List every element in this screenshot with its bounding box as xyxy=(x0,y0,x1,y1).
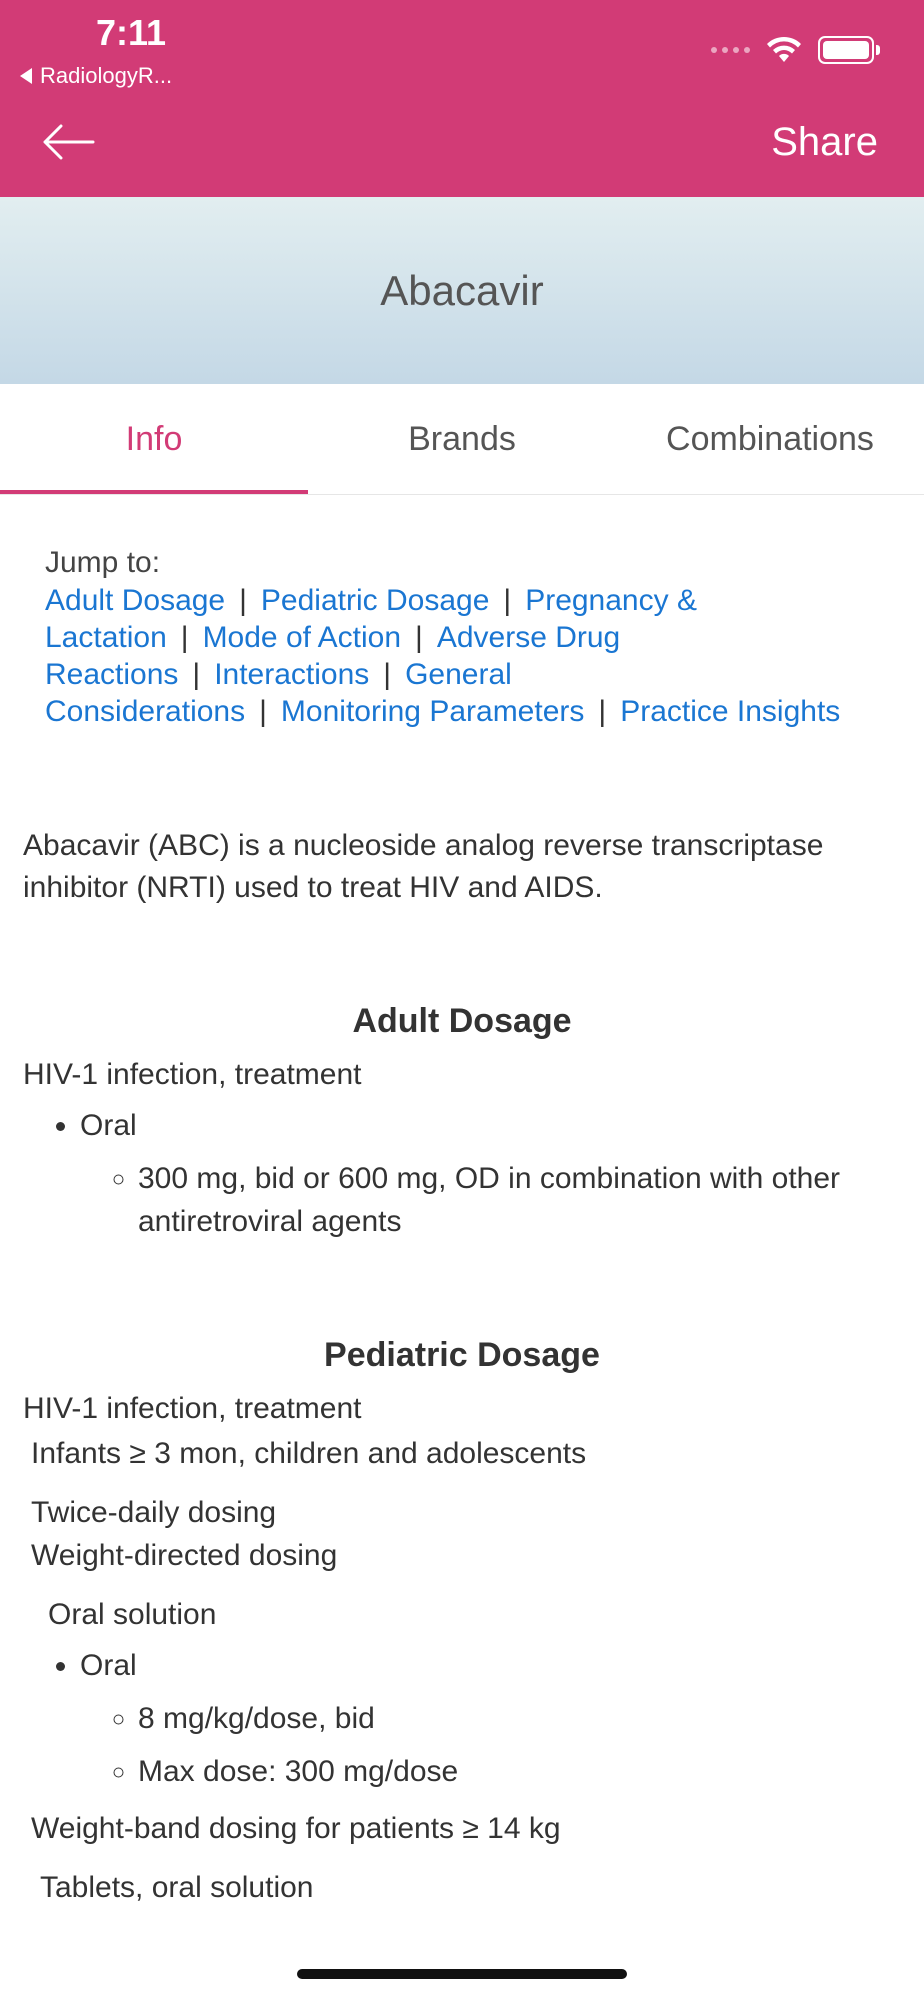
tab-brands[interactable]: Brands xyxy=(408,419,516,458)
pediatric-population: Infants ≥ 3 mon, children and adolescents xyxy=(31,1437,587,1470)
status-time: 7:11 xyxy=(96,12,167,53)
back-app-label: RadiologyR... xyxy=(40,63,173,88)
back-arrow-button[interactable] xyxy=(40,122,96,162)
pediatric-dosage-heading: Pediatric Dosage xyxy=(324,1336,600,1374)
list-item xyxy=(80,1104,924,1243)
tab-combinations[interactable]: Combinations xyxy=(666,419,874,458)
pediatric-weight-directed: Weight-directed dosing xyxy=(31,1539,338,1572)
pediatric-twice-daily: Twice-daily dosing xyxy=(31,1496,277,1529)
app-header xyxy=(0,0,924,197)
pediatric-dose-1: ◦ 8 mg/kg/dose, bid xyxy=(138,1697,924,1740)
drug-title-banner xyxy=(0,197,924,384)
jump-link-adult-dosage[interactable]: Adult Dosage xyxy=(45,584,226,617)
pediatric-dose-2: ◦ Max dose: 300 mg/dose xyxy=(138,1750,924,1793)
jump-link-mode-of-action[interactable]: Mode of Action xyxy=(202,621,402,654)
pediatric-indication: HIV-1 infection, treatment xyxy=(23,1392,362,1425)
drug-title: Abacavir xyxy=(380,266,544,314)
battery-icon xyxy=(818,36,874,64)
jump-link-practice-insights[interactable]: Practice Insights xyxy=(620,695,841,728)
back-to-app-link[interactable] xyxy=(20,63,172,89)
jump-link-pediatric-dosage[interactable]: Pediatric Dosage xyxy=(260,584,490,617)
jump-link-pregnancy-lactation[interactable]: Pregnancy & Lactation xyxy=(45,584,697,654)
pediatric-forms: Tablets, oral solution xyxy=(40,1871,314,1904)
tab-info[interactable]: Info xyxy=(0,384,308,494)
jump-to-label: Jump to: xyxy=(45,546,161,579)
jump-links: Adult Dosage | Pediatric Dosage | Pregnancy & Lactation | Mode of Action | Adverse Drug Reactions | Interactions | General Considerations | Monitoring Parameters | Practice Insights xyxy=(45,584,841,728)
jump-link-adverse-reactions[interactable]: Adverse Drug Reactions xyxy=(45,621,621,691)
pediatric-route: Oral xyxy=(80,1649,137,1682)
drug-intro: Abacavir (ABC) is a nucleoside analog reverse transcriptase inhibitor (NRTI) used to treat HIV and AIDS. xyxy=(23,829,824,904)
jump-link-monitoring-parameters[interactable]: Monitoring Parameters xyxy=(280,695,585,728)
back-arrow-icon xyxy=(41,124,95,160)
status-indicators xyxy=(711,36,874,64)
share-button[interactable]: Share xyxy=(771,120,878,164)
adult-route: Oral xyxy=(80,1109,137,1142)
adult-dosage-heading: Adult Dosage xyxy=(352,1002,572,1040)
pediatric-dosage-list xyxy=(0,1644,924,1793)
pediatric-form: Oral solution xyxy=(48,1598,217,1631)
cellular-signal-icon xyxy=(711,47,750,53)
back-triangle-icon xyxy=(20,68,32,84)
jump-to-section xyxy=(0,494,875,730)
drug-info-content xyxy=(0,494,924,1909)
wifi-icon xyxy=(766,36,802,64)
adult-dose: ◦ 300 mg, bid or 600 mg, OD in combination with other antiretroviral agents xyxy=(138,1157,924,1243)
adult-dosage-list xyxy=(0,1104,924,1243)
adult-indication: HIV-1 infection, treatment xyxy=(23,1058,362,1091)
list-item xyxy=(80,1644,924,1793)
jump-link-interactions[interactable]: Interactions xyxy=(214,658,370,691)
jump-link-general-considerations[interactable]: General Considerations xyxy=(45,658,512,728)
home-indicator[interactable] xyxy=(297,1969,627,1979)
tab-bar xyxy=(0,384,924,495)
pediatric-weight-band: Weight-band dosing for patients ≥ 14 kg xyxy=(31,1812,561,1845)
